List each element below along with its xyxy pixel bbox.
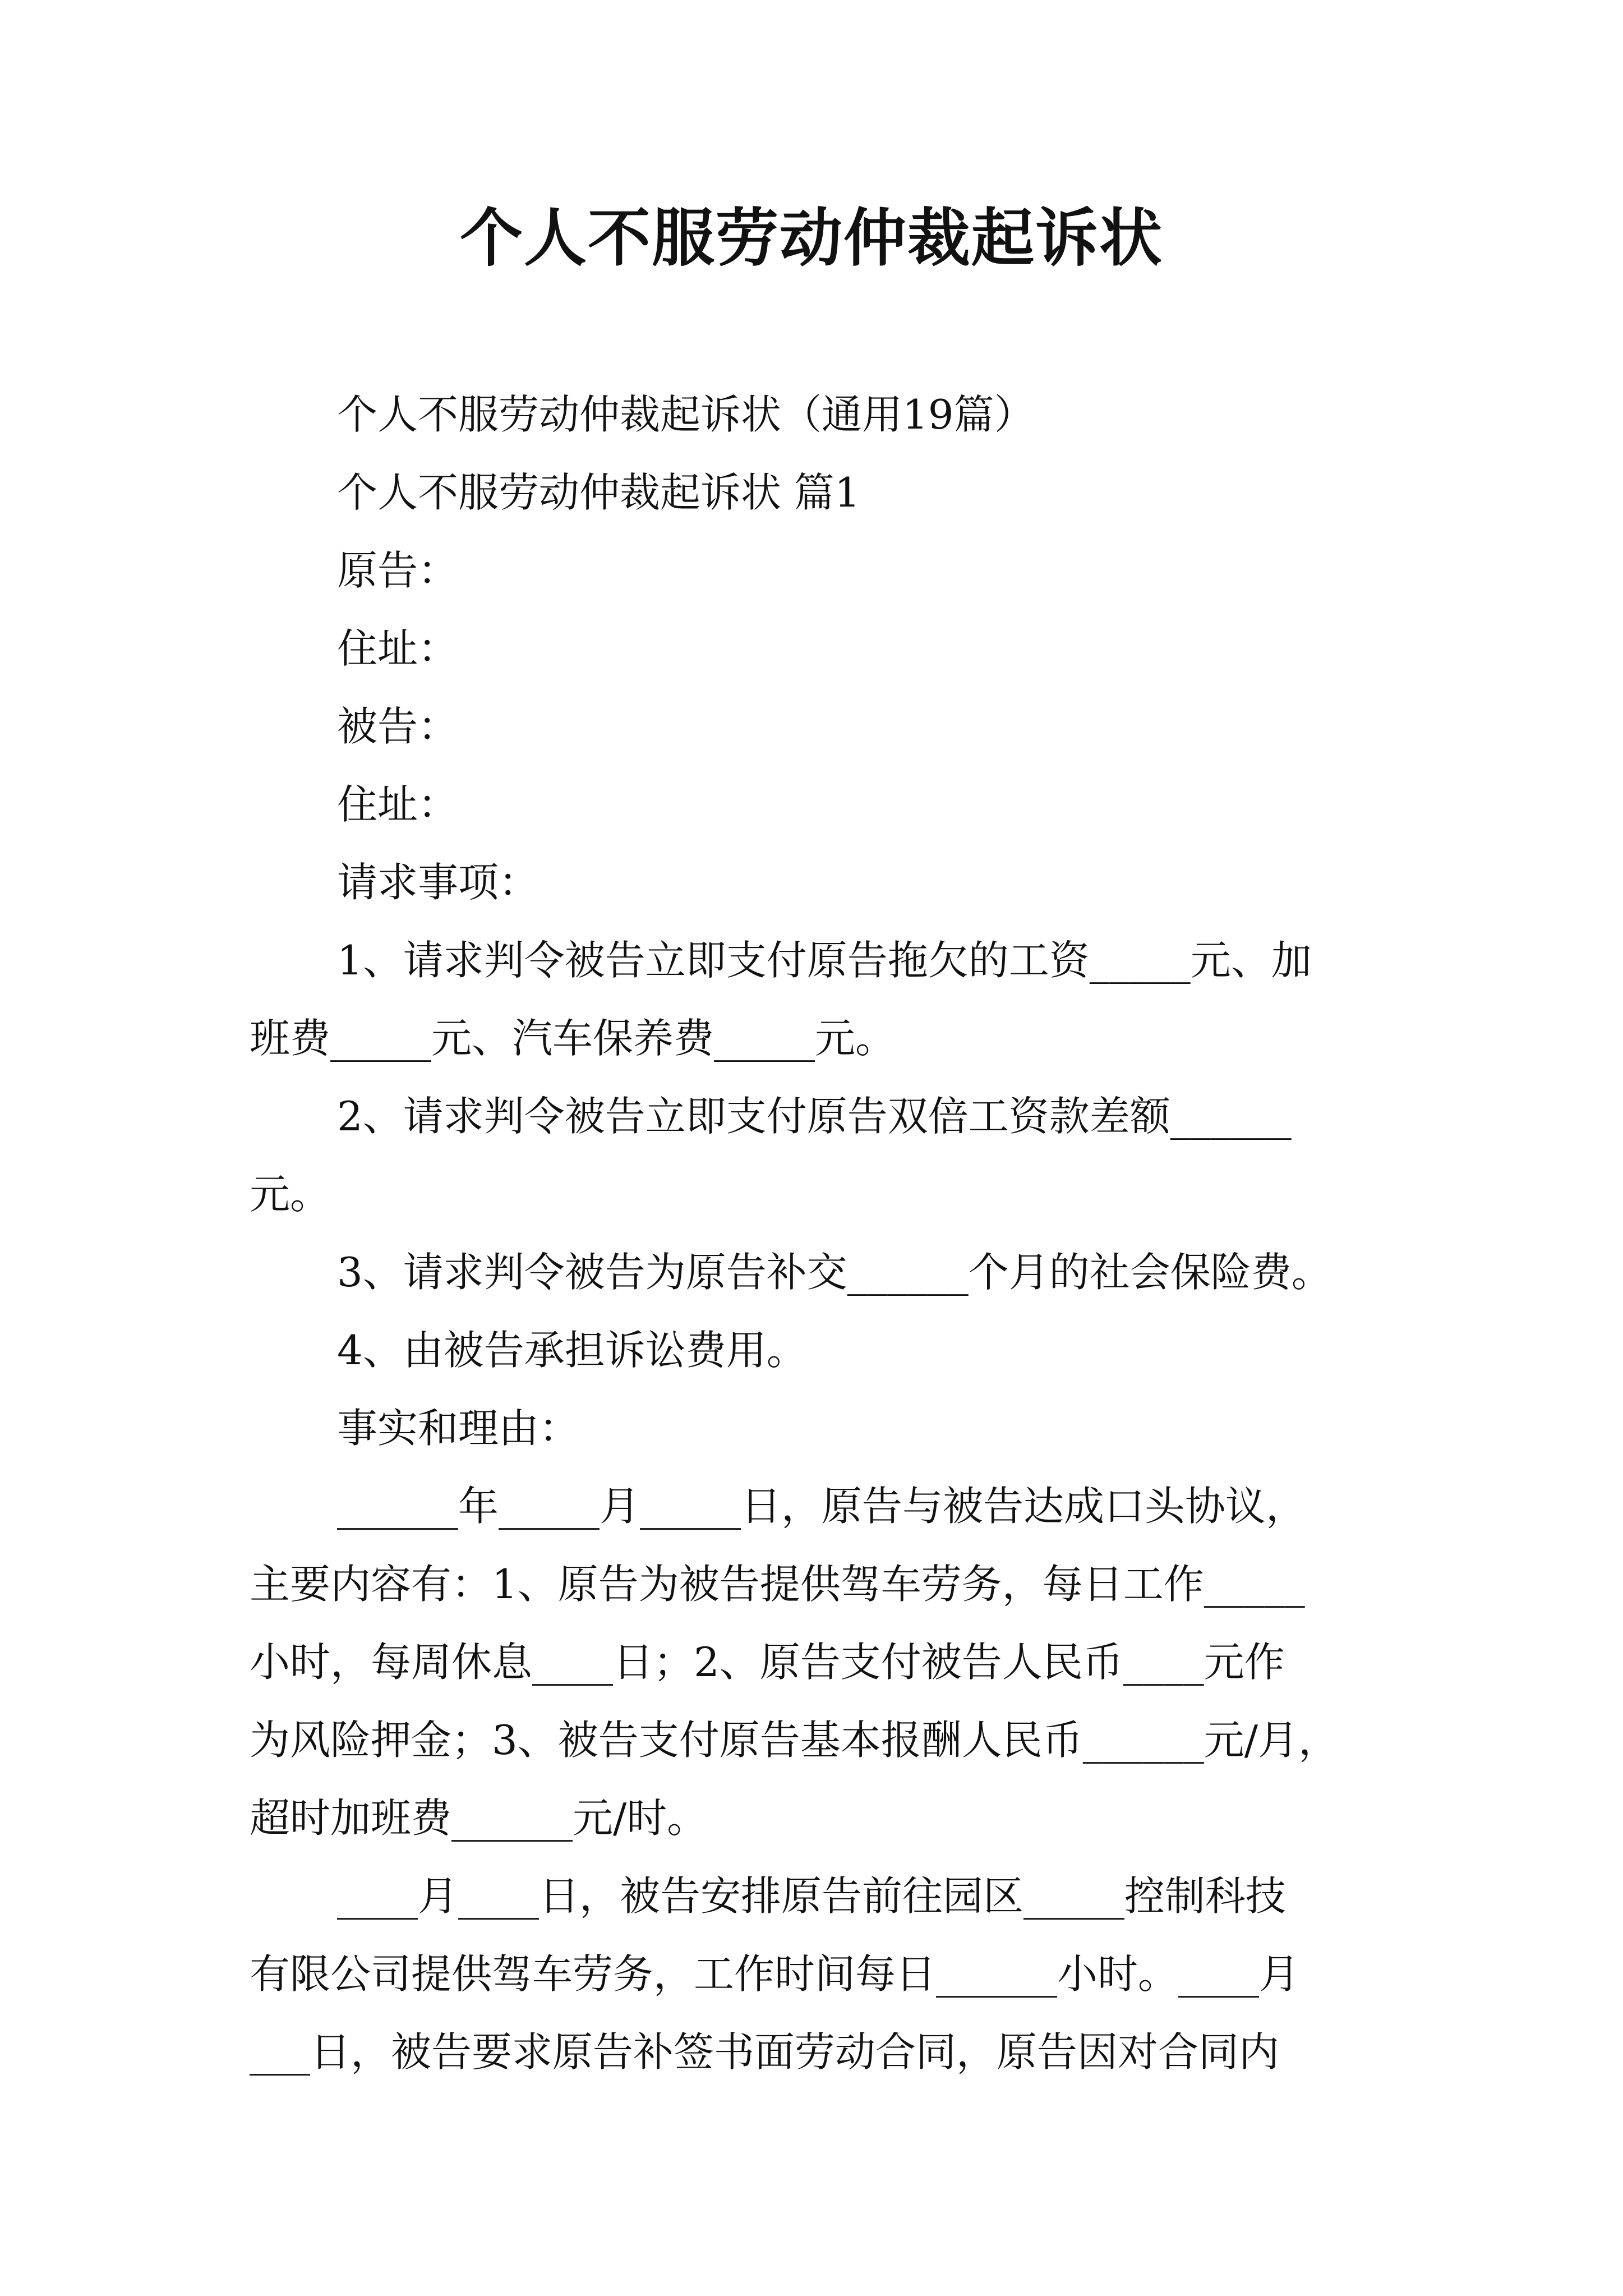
plaintiff-label: 原告： (337, 547, 459, 594)
subtitle-line: 个人不服劳动仲裁起诉状（通用19篇） (337, 391, 1035, 438)
section-heading: 个人不服劳动仲裁起诉状 篇1 (337, 469, 860, 516)
facts-paragraph-1-line-3: 小时，每周休息____日；2、原告支付被告人民币____元作 (250, 1639, 1285, 1686)
plaintiff-address-label: 住址： (337, 625, 459, 672)
defendant-address-label: 住址： (337, 781, 459, 828)
facts-paragraph-1-line-2: 主要内容有：1、原告为被告提供驾车劳务，每日工作_____ (250, 1561, 1305, 1608)
defendant-label: 被告： (337, 703, 459, 750)
document-body (250, 376, 1388, 2091)
facts-heading: 事实和理由： (337, 1405, 580, 1452)
facts-paragraph-2-line-2: 有限公司提供驾车劳务，工作时间每日______小时。____月 (250, 1950, 1300, 1998)
claim-4: 4、由被告承担诉讼费用。 (337, 1327, 807, 1374)
facts-paragraph-1-line-4: 为风险押金；3、被告支付原告基本报酬人民币______元/月， (250, 1717, 1339, 1764)
facts-paragraph-2-line-1: ____月____日，被告安排原告前往园区_____控制科技 (337, 1872, 1287, 1920)
claim-3: 3、请求判令被告为原告补交______个月的社会保险费。 (337, 1249, 1332, 1296)
claim-1-line-2: 班费_____元、汽车保养费_____元。 (250, 1015, 896, 1062)
facts-paragraph-1-line-1: ______年_____月_____日，原告与被告达成口头协议， (337, 1483, 1307, 1530)
document-title: 个人不服劳动仲裁起诉状 (460, 201, 1163, 275)
claims-heading: 请求事项： (337, 859, 540, 906)
facts-paragraph-1-line-5: 超时加班费______元/时。 (250, 1795, 708, 1842)
facts-paragraph-2-line-3: ___日，被告要求原告补签书面劳动合同，原告因对合同内 (250, 2028, 1280, 2076)
claim-2-line-2: 元。 (250, 1171, 331, 1218)
claim-1-line-1: 1、请求判令被告立即支付原告拖欠的工资_____元、加 (337, 937, 1312, 984)
claim-2-line-1: 2、请求判令被告立即支付原告双倍工资款差额______ (337, 1093, 1292, 1140)
